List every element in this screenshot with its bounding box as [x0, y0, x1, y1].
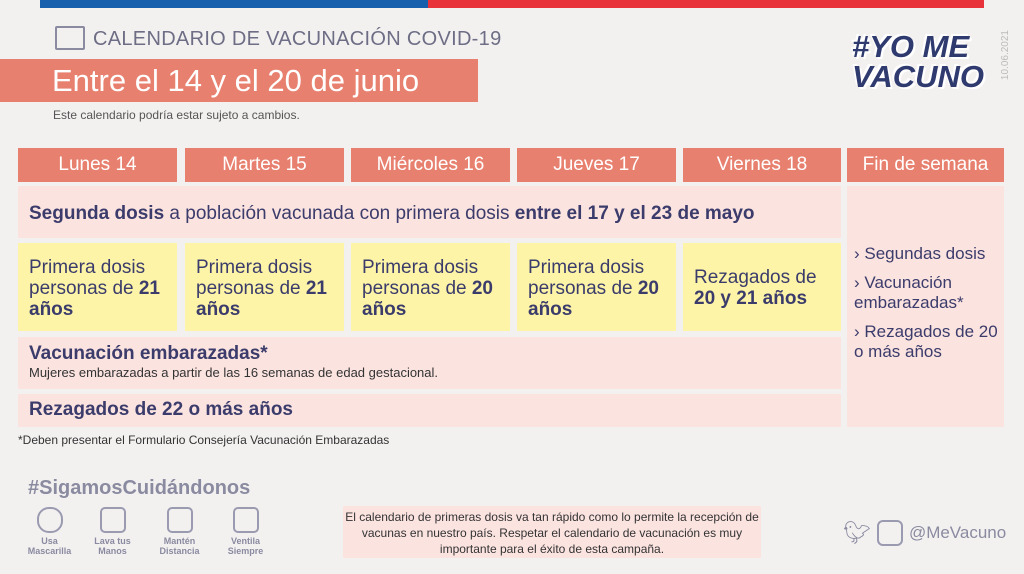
publish-date: 10.06.2021 [1000, 30, 1011, 81]
disclaimer: Este calendario podría estar sujeto a cambios. [53, 108, 300, 122]
mask-icon [37, 507, 63, 533]
flag-bar-red [428, 0, 984, 8]
weekend-item: › Rezagados de 20 o más años [854, 322, 998, 361]
rezagados-row: Rezagados de 22 o más años [18, 394, 841, 427]
cell-text: Rezagados de [694, 267, 817, 288]
care-tip-label: Usa Mascarilla [27, 536, 72, 556]
window-icon [233, 507, 259, 533]
embarazadas-title: Vacunación embarazadas* [29, 343, 268, 364]
instagram-icon[interactable] [877, 520, 903, 546]
rezagados-cell [683, 243, 841, 331]
cell-age: 20 años [528, 278, 659, 320]
primera-dosis-cell [517, 243, 676, 331]
day-header-monday: Lunes 14 [18, 148, 177, 182]
care-tip [218, 507, 273, 556]
day-header-wednesday: Miércoles 16 [351, 148, 510, 182]
cell-age: 20 y 21 años [694, 288, 808, 309]
primera-dosis-cell [18, 243, 177, 331]
yo-me-vacuno-logo: #YO ME VACUNO [852, 29, 985, 94]
info-box: El calendario de primeras dosis va tan rápido como lo permite la recepción de vacunas en nuestro país. Respetar el calendario de vacunación es muy importante para el éxito de esta campaña. [343, 506, 761, 558]
segunda-dates: entre el 17 y el 23 de mayo [514, 203, 755, 224]
weekend-panel [847, 186, 1004, 427]
primera-dosis-cell [185, 243, 344, 331]
day-header-thursday: Jueves 17 [517, 148, 676, 182]
calendar-syringe-icon [55, 26, 85, 50]
page-title: CALENDARIO DE VACUNACIÓN COVID-19 [93, 28, 502, 50]
segunda-text: a población vacunada con primera dosis [164, 203, 515, 224]
day-header-friday: Viernes 18 [683, 148, 841, 182]
flag-bar-blue [40, 0, 428, 8]
weekend-item: › Segundas dosis [854, 244, 986, 263]
hashtag: #SigamosCuidándonos [28, 477, 251, 499]
segunda-dosis-row [18, 186, 841, 238]
segunda-bold: Segunda dosis [29, 203, 165, 224]
footnote: *Deben presentar el Formulario Consejería Vacunación Embarazadas [18, 433, 390, 447]
primera-dosis-cell [351, 243, 510, 331]
cell-text: Primera dosis personas de [196, 257, 313, 299]
date-range-banner: Entre el 14 y el 20 de junio [0, 59, 478, 102]
care-tip [22, 507, 77, 556]
cell-age: 21 años [29, 278, 160, 320]
care-tip-label: Lava tus Manos [94, 536, 131, 556]
twitter-icon[interactable]: 🐦︎ [843, 520, 871, 545]
cell-age: 20 años [362, 278, 493, 320]
care-tip-label: Ventila Siempre [227, 536, 264, 556]
cell-text: Primera dosis personas de [29, 257, 146, 299]
embarazadas-row [18, 337, 841, 389]
day-header-weekend: Fin de semana [847, 148, 1004, 182]
cell-age: 21 años [196, 278, 327, 320]
day-header-tuesday: Martes 15 [185, 148, 344, 182]
social-handle[interactable]: @MeVacuno [908, 523, 1007, 542]
social-handles [843, 520, 1006, 546]
care-tip-label: Mantén Distancia [159, 536, 200, 556]
cell-text: Primera dosis personas de [528, 257, 645, 299]
weekend-item: › Vacunación embarazadas* [854, 273, 964, 312]
handwash-icon [100, 507, 126, 533]
care-tip [152, 507, 207, 556]
distance-icon [167, 507, 193, 533]
care-tip [85, 507, 140, 556]
embarazadas-desc: Mujeres embarazadas a partir de las 16 semanas de edad gestacional. [29, 365, 439, 380]
cell-text: Primera dosis personas de [362, 257, 479, 299]
